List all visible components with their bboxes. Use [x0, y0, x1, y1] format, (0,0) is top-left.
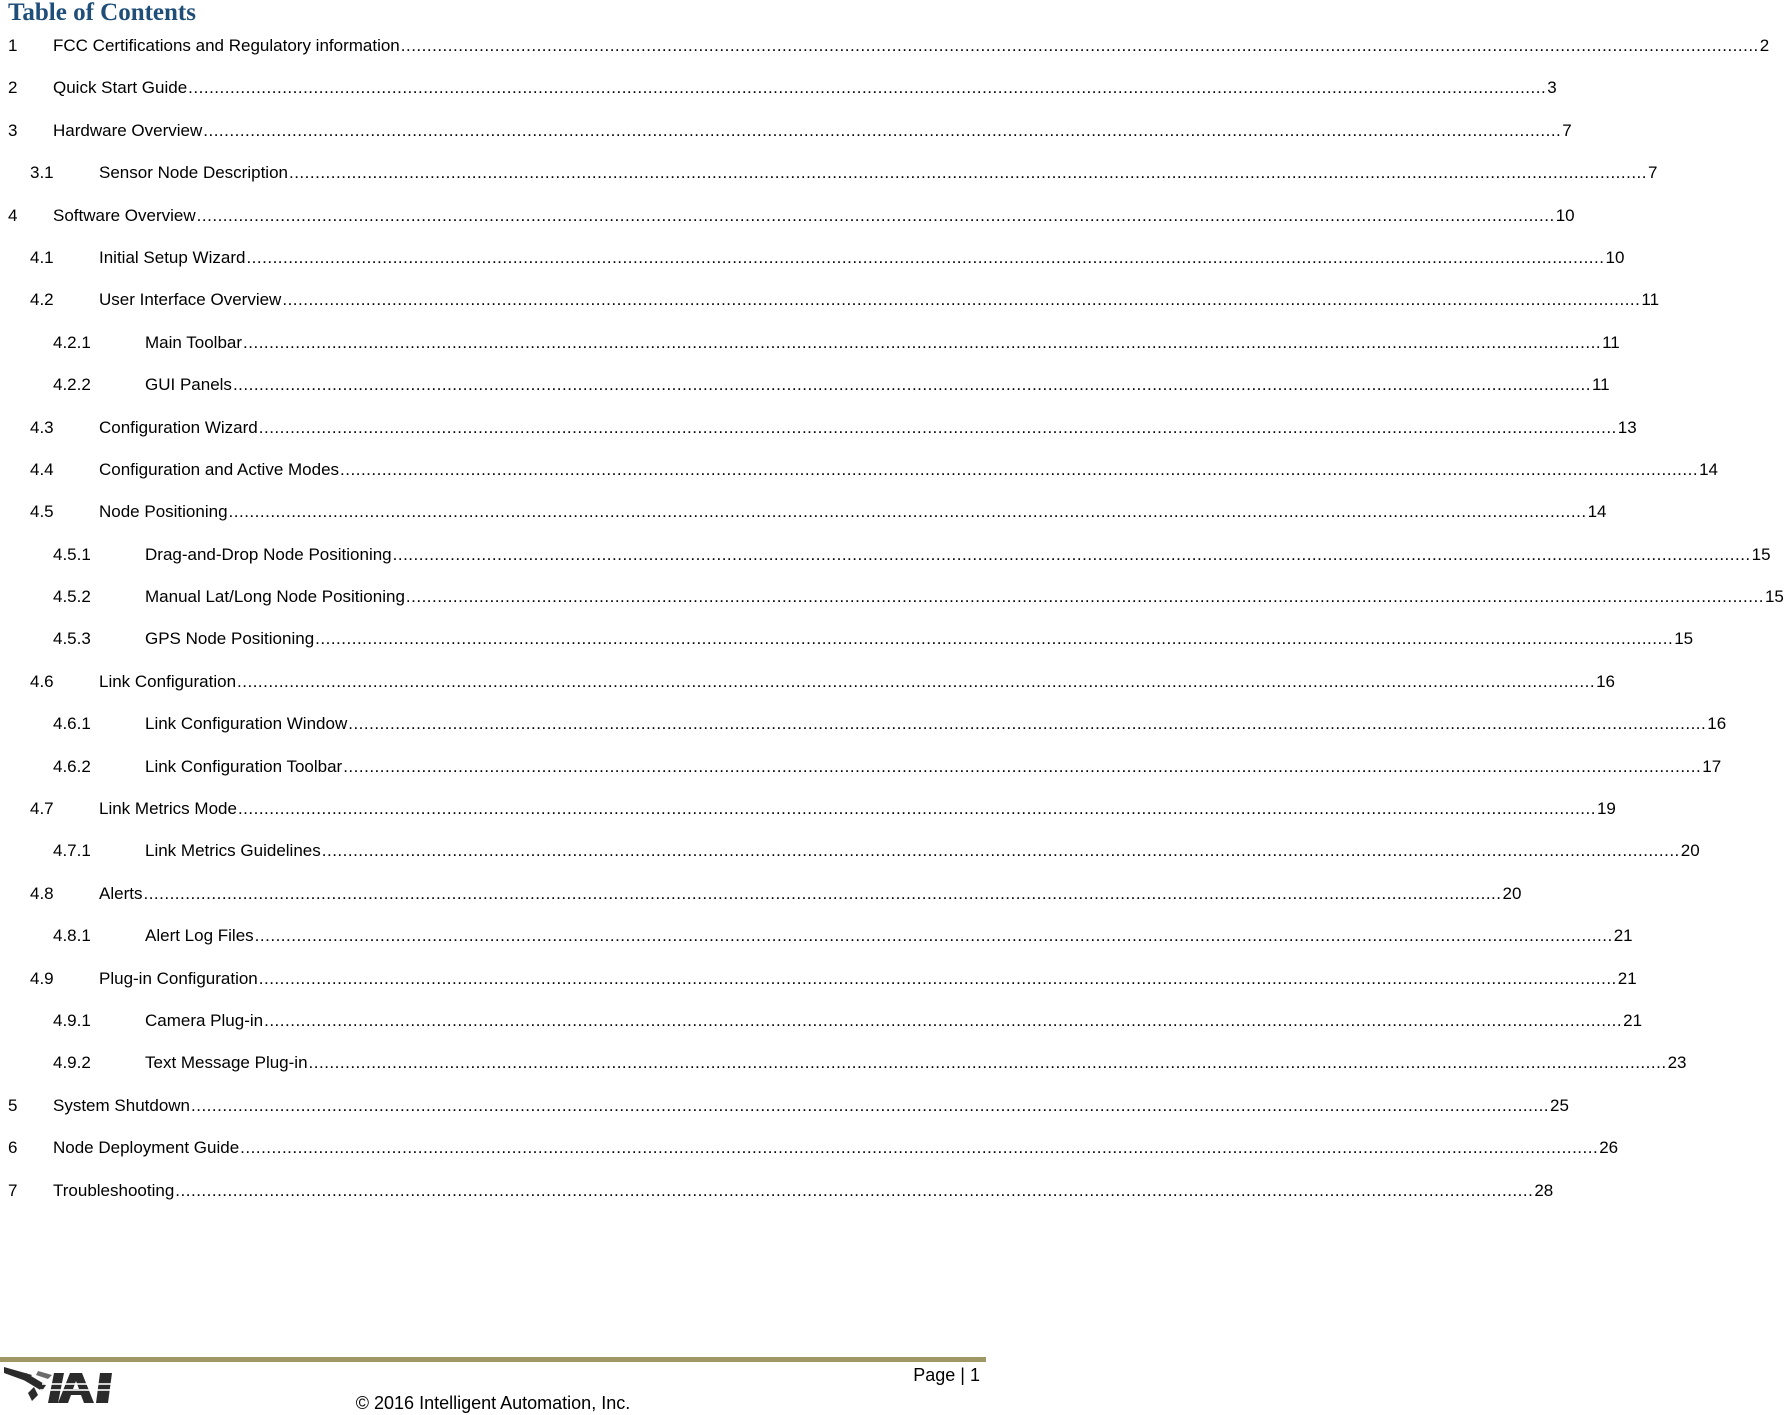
toc-entry[interactable]	[0, 322, 1620, 364]
toc-entry-line	[53, 586, 1784, 608]
toc-entry-title: Hardware Overview	[53, 120, 203, 140]
toc-entry[interactable]	[0, 67, 1557, 109]
toc-dot-leader: ....................................................................................................................................................................................................................................................................	[258, 968, 1617, 988]
toc-entry-page: 14	[1699, 459, 1718, 479]
toc-entry-page: 2	[1759, 36, 1770, 55]
toc-entry-title: Troubleshooting	[53, 1180, 175, 1200]
toc-dot-leader: ....................................................................................................................................................................................................................................................................	[188, 78, 1547, 98]
toc-dot-leader: ....................................................................................................................................................................................................................................................................	[264, 1010, 1623, 1030]
toc-entry-page: 15	[1751, 544, 1771, 564]
toc-entry-line	[53, 1010, 1643, 1032]
toc-entry-number: 6	[8, 1138, 18, 1158]
toc-entry-line	[8, 77, 1557, 99]
toc-entry-number: 4.2	[30, 290, 54, 310]
toc-entry[interactable]	[0, 958, 1637, 1000]
toc-entry-line	[8, 120, 1572, 142]
toc-entry-number: 4.5.2	[53, 587, 91, 607]
toc-dot-leader: ....................................................................................................................................................................................................................................................................	[321, 841, 1680, 861]
toc-entry-number: 4.7.1	[53, 841, 91, 861]
toc-entry[interactable]	[0, 1170, 1554, 1212]
toc-dot-leader: ....................................................................................................................................................................................................................................................................	[343, 756, 1702, 776]
toc-entry-title: Software Overview	[53, 205, 196, 225]
toc-entry-page: 26	[1599, 1138, 1619, 1158]
toc-entry-number: 4.9	[30, 968, 54, 988]
toc-entry-number: 4.6.1	[53, 714, 91, 734]
toc-entry-line	[53, 332, 1620, 354]
toc-entry-title: Link Configuration Toolbar	[145, 756, 343, 776]
toc-entry-title: Sensor Node Description	[99, 163, 288, 183]
toc-entry-title: GUI Panels	[145, 375, 232, 395]
toc-entry-title: Link Metrics Guidelines	[145, 841, 321, 861]
toc-entry[interactable]	[0, 364, 1610, 406]
toc-dot-leader: ....................................................................................................................................................................................................................................................................	[237, 799, 1596, 819]
toc-entry-line	[30, 289, 1660, 311]
toc-entry-title: Manual Lat/Long Node Positioning	[145, 587, 405, 607]
toc-entry-page: 21	[1617, 968, 1637, 988]
toc-entry-page: 14	[1587, 502, 1607, 522]
toc-entry[interactable]	[0, 237, 1625, 279]
toc-entry-number: 4.4	[30, 459, 54, 479]
toc-entry-title: FCC Certifications and Regulatory information	[53, 36, 400, 55]
toc-entry-page: 7	[1648, 163, 1658, 183]
toc-entry-page: 19	[1596, 799, 1616, 819]
toc-entry-page: 10	[1555, 205, 1575, 225]
toc-entry-page: 20	[1680, 841, 1700, 861]
toc-entry-line	[8, 1137, 1619, 1159]
toc-entry[interactable]	[0, 407, 1637, 449]
toc-dot-leader: ....................................................................................................................................................................................................................................................................	[240, 1138, 1599, 1158]
toc-entry-title: Configuration Wizard	[99, 417, 258, 437]
toc-entry[interactable]	[0, 618, 1694, 660]
toc-entry-line	[53, 374, 1610, 396]
toc-entry-title: Configuration and Active Modes	[99, 459, 340, 479]
toc-entry-page: 11	[1602, 332, 1620, 352]
toc-entry[interactable]	[0, 110, 1572, 152]
toc-entry-line	[8, 35, 1770, 57]
toc-title: Table of Contents	[8, 0, 196, 26]
toc-entry-line	[30, 798, 1616, 820]
toc-entry-page: 21	[1623, 1010, 1643, 1030]
toc-entry-line	[53, 713, 1727, 735]
toc-entry-number: 4	[8, 205, 18, 225]
toc-dot-leader: ....................................................................................................................................................................................................................................................................	[315, 629, 1674, 649]
toc-entry-title: Alert Log Files	[145, 926, 254, 946]
toc-entry-title: System Shutdown	[53, 1095, 191, 1115]
toc-entry[interactable]	[0, 703, 1727, 745]
toc-entry-title: Initial Setup Wizard	[99, 247, 246, 267]
toc-dot-leader: ....................................................................................................................................................................................................................................................................	[228, 502, 1587, 522]
toc-entry-page: 23	[1667, 1053, 1687, 1073]
toc-entry-number: 4.5.3	[53, 629, 91, 649]
toc-entry-line	[30, 247, 1625, 269]
footer-divider	[0, 1357, 986, 1362]
toc-dot-leader: ....................................................................................................................................................................................................................................................................	[400, 36, 1759, 55]
toc-dot-leader: ....................................................................................................................................................................................................................................................................	[392, 544, 1751, 564]
toc-dot-leader: ....................................................................................................................................................................................................................................................................	[348, 714, 1707, 734]
toc-entry-number: 4.2.2	[53, 375, 91, 395]
toc-entry[interactable]	[0, 915, 1633, 957]
toc-entry-number: 4.8.1	[53, 926, 91, 946]
toc-entry-page: 20	[1502, 883, 1522, 903]
toc-entry[interactable]	[0, 279, 1660, 321]
toc-entry-title: Main Toolbar	[145, 332, 243, 352]
toc-entry[interactable]	[0, 873, 1522, 915]
toc-entry[interactable]	[0, 576, 1784, 618]
toc-entry[interactable]	[0, 195, 1575, 237]
toc-entry[interactable]	[0, 1000, 1643, 1042]
toc-entry-page: 21	[1613, 926, 1633, 946]
toc-entry-number: 2	[8, 78, 18, 98]
toc-entry-line	[30, 501, 1607, 523]
toc-entry-number: 4.6.2	[53, 756, 91, 776]
toc-dot-leader: ....................................................................................................................................................................................................................................................................	[175, 1180, 1534, 1200]
toc-dot-leader: ....................................................................................................................................................................................................................................................................	[308, 1053, 1667, 1073]
toc-entry-page: 15	[1764, 587, 1784, 607]
toc-entry[interactable]	[0, 1085, 1569, 1127]
toc-entry[interactable]	[0, 1127, 1619, 1169]
toc-entry-line	[8, 205, 1575, 227]
toc-dot-leader: ....................................................................................................................................................................................................................................................................	[143, 883, 1502, 903]
toc-entry-title: Camera Plug-in	[145, 1010, 264, 1030]
toc-entry-line	[8, 1095, 1569, 1117]
toc-entry-line	[53, 1052, 1687, 1074]
toc-dot-leader: ....................................................................................................................................................................................................................................................................	[203, 120, 1562, 140]
toc-entry-line	[30, 417, 1637, 439]
toc-dot-leader: ....................................................................................................................................................................................................................................................................	[237, 671, 1596, 691]
toc-dot-leader: ....................................................................................................................................................................................................................................................................	[405, 587, 1764, 607]
toc-dot-leader: ....................................................................................................................................................................................................................................................................	[288, 163, 1648, 183]
toc-entry-number: 1	[8, 36, 18, 55]
toc-entry-number: 4.7	[30, 799, 54, 819]
toc-entry-number: 4.9.2	[53, 1053, 91, 1073]
toc-entry-title: Node Positioning	[99, 502, 228, 522]
toc-entry-title: Plug-in Configuration	[99, 968, 258, 988]
toc-entry-title: Link Configuration	[99, 671, 237, 691]
toc-entry-line	[53, 628, 1694, 650]
toc-entry-line	[8, 1180, 1554, 1202]
toc-entry-number: 3	[8, 120, 18, 140]
toc-entry-line	[53, 840, 1700, 862]
toc-entry-title: Node Deployment Guide	[53, 1138, 240, 1158]
toc-entry-title: User Interface Overview	[99, 290, 282, 310]
toc-entry-page: 25	[1550, 1095, 1569, 1115]
toc-dot-leader: ....................................................................................................................................................................................................................................................................	[232, 375, 1591, 395]
toc-dot-leader: ....................................................................................................................................................................................................................................................................	[254, 926, 1613, 946]
toc-entry-number: 5	[8, 1095, 18, 1115]
toc-entry[interactable]	[0, 491, 1607, 533]
toc-entry-number: 7	[8, 1180, 18, 1200]
toc-entry[interactable]	[0, 830, 1700, 872]
toc-entry-page: 15	[1674, 629, 1694, 649]
toc-entry-line	[53, 544, 1771, 566]
toc-entry-line	[53, 925, 1633, 947]
toc-entry-title: Text Message Plug-in	[145, 1053, 308, 1073]
toc-dot-leader: ....................................................................................................................................................................................................................................................................	[243, 332, 1602, 352]
toc-entry-title: Link Configuration Window	[145, 714, 348, 734]
toc-dot-leader: ....................................................................................................................................................................................................................................................................	[340, 459, 1699, 479]
toc-entry-number: 4.3	[30, 417, 54, 437]
toc-entry-page: 16	[1707, 714, 1727, 734]
toc-entry-line	[53, 756, 1722, 778]
toc-dot-leader: ....................................................................................................................................................................................................................................................................	[258, 417, 1617, 437]
toc-entry-page: 7	[1562, 120, 1572, 140]
toc-entry-number: 4.9.1	[53, 1010, 91, 1030]
toc-entry-page: 11	[1591, 375, 1610, 395]
toc-entry[interactable]	[0, 1042, 1687, 1084]
toc-entry-page: 3	[1547, 78, 1557, 98]
toc-entry-number: 4.1	[30, 247, 54, 267]
toc-dot-leader: ....................................................................................................................................................................................................................................................................	[246, 247, 1605, 267]
toc-entry-page: 11	[1641, 290, 1660, 310]
toc-entry[interactable]	[0, 788, 1616, 830]
toc-entry-line	[30, 459, 1718, 481]
toc-entry[interactable]	[0, 25, 1770, 67]
toc-entry-line	[30, 968, 1637, 990]
toc-entry-title: Alerts	[99, 883, 143, 903]
toc-entry-number: 3.1	[30, 163, 54, 183]
toc-entry-page: 13	[1617, 417, 1637, 437]
toc-entry[interactable]	[0, 661, 1615, 703]
toc-entry-number: 4.5.1	[53, 544, 91, 564]
toc-entry-title: Drag-and-Drop Node Positioning	[145, 544, 392, 564]
toc-entry-line	[30, 671, 1615, 693]
toc-dot-leader: ....................................................................................................................................................................................................................................................................	[282, 290, 1641, 310]
toc-entry[interactable]	[0, 746, 1722, 788]
toc-dot-leader: ....................................................................................................................................................................................................................................................................	[191, 1095, 1550, 1115]
toc-entry-number: 4.5	[30, 502, 54, 522]
toc-entry-title: GPS Node Positioning	[145, 629, 315, 649]
toc-entry-number: 4.8	[30, 883, 54, 903]
toc-entry-page: 17	[1702, 756, 1722, 776]
toc-entry-page: 10	[1605, 247, 1625, 267]
toc-list	[0, 25, 1784, 1212]
toc-entry-page: 16	[1596, 671, 1615, 691]
toc-entry-title: Link Metrics Mode	[99, 799, 237, 819]
toc-entry-line	[30, 162, 1658, 184]
footer-copyright: © 2016 Intelligent Automation, Inc.	[355, 1393, 631, 1413]
toc-entry-title: Quick Start Guide	[53, 78, 188, 98]
toc-dot-leader: ....................................................................................................................................................................................................................................................................	[196, 205, 1555, 225]
toc-entry-line	[30, 883, 1522, 905]
toc-entry[interactable]	[0, 534, 1771, 576]
toc-entry[interactable]	[0, 449, 1718, 491]
toc-entry-number: 4.2.1	[53, 332, 91, 352]
toc-entry-number: 4.6	[30, 671, 54, 691]
toc-entry[interactable]	[0, 152, 1658, 194]
toc-entry-page: 28	[1534, 1180, 1554, 1200]
footer-page-number: Page | 1	[913, 1365, 980, 1385]
